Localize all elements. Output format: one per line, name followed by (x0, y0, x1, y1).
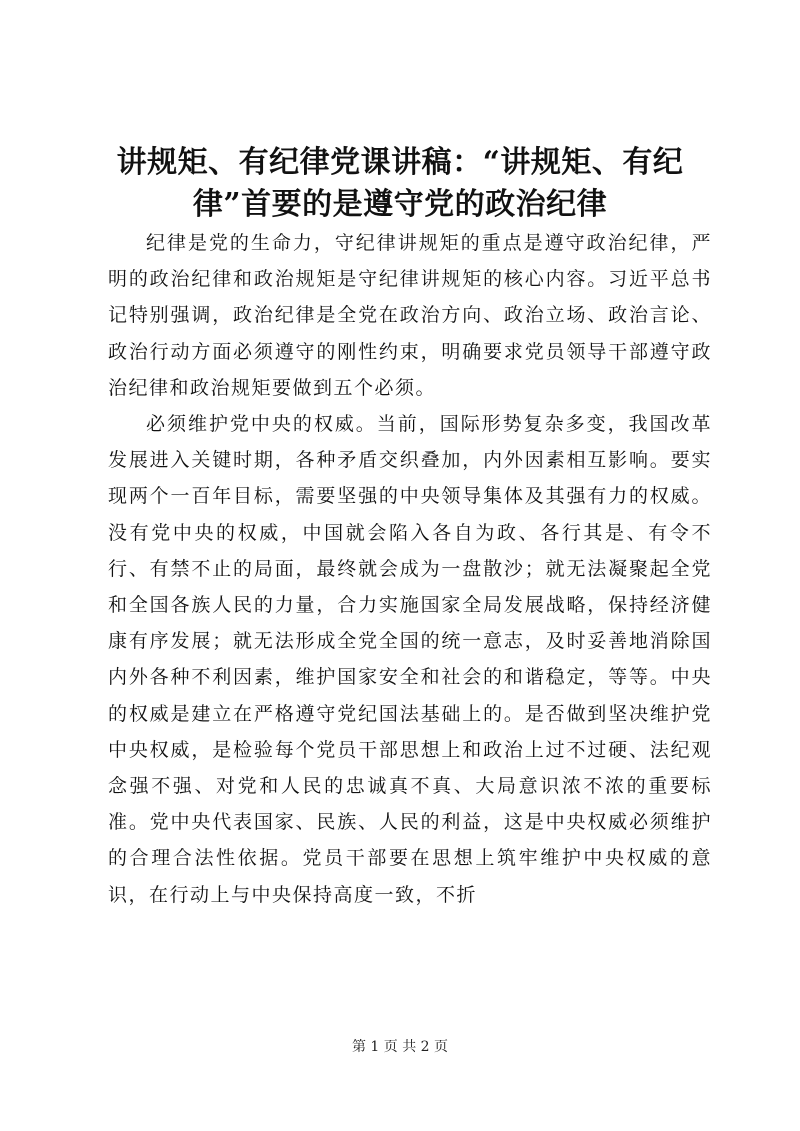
document-body (108, 225, 712, 913)
page-footer (0, 1038, 800, 1056)
document-title: 讲规矩、有纪律党课讲稿：“讲规矩、有纪律”首要的是遵守党的政治纪律 (116, 145, 684, 222)
page-indicator: 第 1 页 共 2 页 (351, 1039, 449, 1055)
paragraph-central-authority: 必须维护党中央的权威。当前，国际形势复杂多变，我国改革发展进入关键时期，各种矛盾交织叠加，内外因素相互影响。要实现两个一百年目标，需要坚强的中央领导集体及其强有力的权威。没有党中央的权威，中国就会陷入各自为政、各行其是、有令不行、有禁不止的局面，最终就会成为一盘散沙；就无法凝聚起全党和全国各族人民的力量，合力实施国家全局发展战略，保持经济健康有序发展；就无法形成全党全国的统一意志，及时妥善地消除国内外各种不利因素，维护国家安全和社会的和谐稳定，等等。中央的权威是建立在严格遵守党纪国法基础上的。是否做到坚决维护党中央权威，是检验每个党员干部思想上和政治上过不过硬、法纪观念强不强、对党和人民的忠诚真不真、大局意识浓不浓的重要标准。党中央代表国家、民族、人民的利益，这是中央权威必须维护的合理合法性依据。党员干部要在思想上筑牢维护中央权威的意识，在行动上与中央保持高度一致，不折 (108, 413, 712, 906)
paragraph-intro: 纪律是党的生命力，守纪律讲规矩的重点是遵守政治纪律，严明的政治纪律和政治规矩是守纪律讲规矩的核心内容。习近平总书记特别强调，政治纪律是全党在政治方向、政治立场、政治言论、政治行动方面必须遵守的刚性约束，明确要求党员领导干部遵守政治纪律和政治规矩要做到五个必须。 (108, 232, 712, 399)
